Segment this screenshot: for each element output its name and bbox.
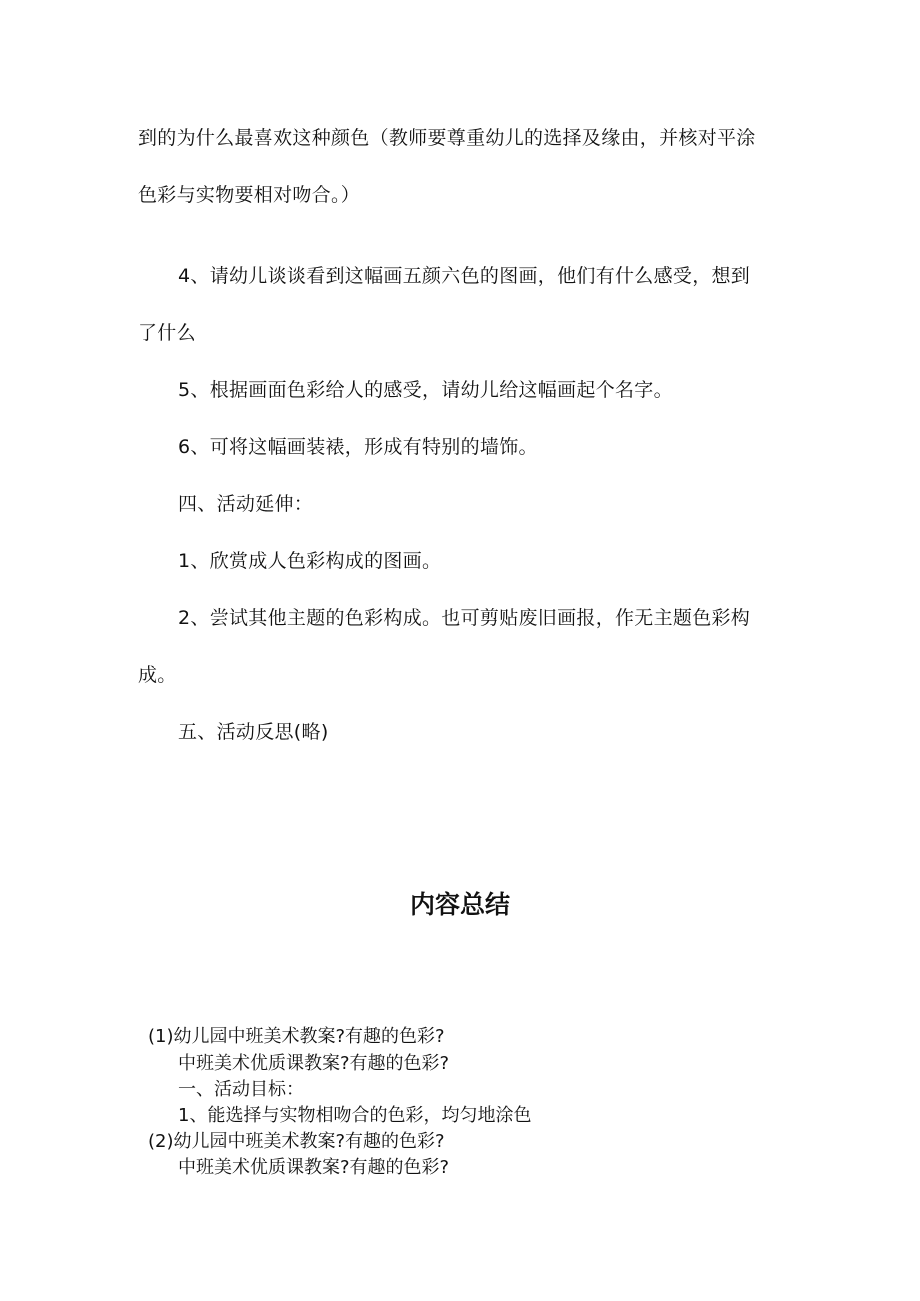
body-paragraph-line: 6、可将这幅画装裱，形成有特别的墙饰。	[178, 436, 538, 458]
body-paragraph-line: 5、根据画面色彩给人的感受，请幼儿给这幅画起个名字。	[178, 379, 673, 401]
body-paragraph-line: 色彩与实物要相对吻合。）	[138, 184, 361, 206]
body-paragraph-line: 成。	[138, 664, 177, 686]
section-heading: 五、活动反思(略)	[178, 721, 329, 743]
summary-line: 1、能选择与实物相吻合的色彩，均匀地涂色	[178, 1105, 532, 1126]
body-paragraph-line: 到的为什么最喜欢这种颜色（教师要尊重幼儿的选择及缘由，并核对平涂	[138, 127, 756, 149]
summary-line: 一、活动目标：	[178, 1079, 304, 1100]
body-paragraph-line: 1、欣赏成人色彩构成的图画。	[178, 550, 442, 572]
summary-line: 中班美术优质课教案?有趣的色彩?	[178, 1157, 450, 1178]
summary-line: (2)幼儿园中班美术教案?有趣的色彩?	[148, 1131, 445, 1152]
summary-line: (1)幼儿园中班美术教案?有趣的色彩?	[148, 1026, 445, 1047]
section-heading: 四、活动延伸：	[178, 493, 314, 515]
body-paragraph-line: 4、请幼儿谈谈看到这幅画五颜六色的图画，他们有什么感受，想到	[178, 265, 751, 287]
summary-line: 中班美术优质课教案?有趣的色彩?	[178, 1053, 450, 1074]
summary-title: 内容总结	[409, 890, 510, 919]
body-paragraph-line: 了什么	[138, 322, 196, 344]
body-paragraph-line: 2、尝试其他主题的色彩构成。也可剪贴废旧画报，作无主题色彩构	[178, 607, 751, 629]
